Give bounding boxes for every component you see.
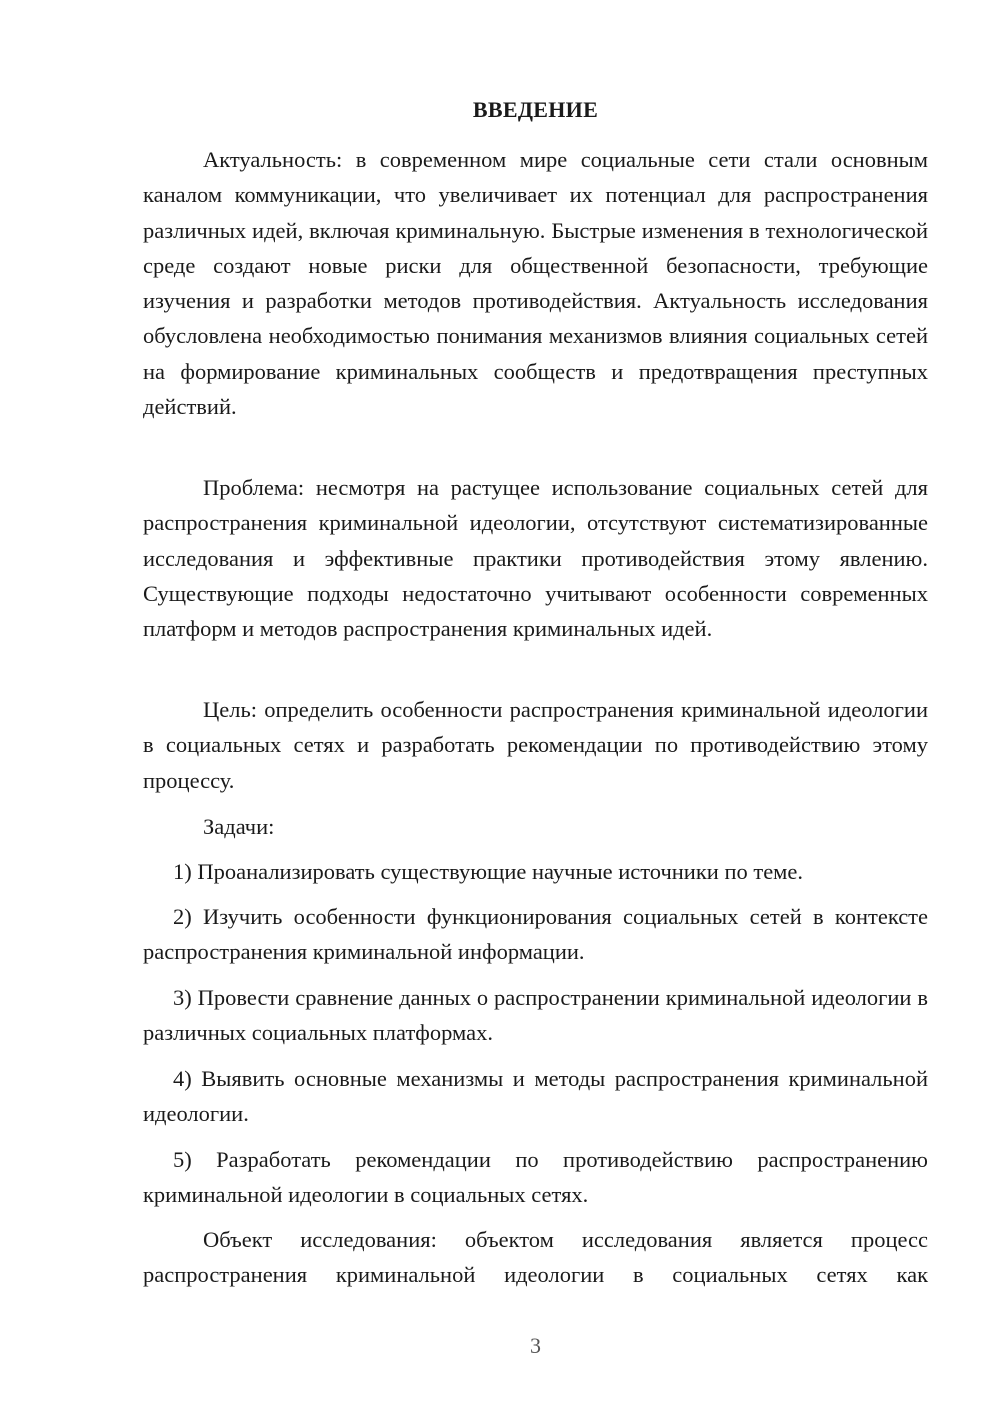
tasks-label: Задачи:	[203, 814, 275, 839]
problem-paragraph: Проблема: несмотря на растущее использование социальных сетей для распространения криминальной идеологии, отсутствуют систематизированные исследования и эффективные практики противодействия этому явлению. Существующие подходы недостаточно учитывают особенности современных платформ и методов распространения криминальных идей.	[143, 475, 928, 642]
task-item: 1) Проанализировать существующие научные источники по теме.	[173, 859, 804, 884]
task-item: 4) Выявить основные механизмы и методы распространения криминальной идеологии.	[143, 1066, 928, 1127]
task-item: 2) Изучить особенности функционирования социальных сетей в контексте распространения криминальной информации.	[143, 904, 928, 965]
task-item: 5) Разработать рекомендации по противодействию распространению криминальной идеологии в социальных сетях.	[143, 1147, 928, 1208]
section-heading: ВВЕДЕНИЕ	[472, 97, 599, 122]
goal-paragraph: Цель: определить особенности распространения криминальной идеологии в социальных сетях и разработать рекомендации по противодействию этому процессу.	[143, 697, 928, 793]
document-page	[143, 0, 928, 1414]
task-item: 3) Провести сравнение данных о распространении криминальной идеологии в различных социальных платформах.	[143, 985, 928, 1046]
relevance-paragraph: Актуальность: в современном мире социальные сети стали основным каналом коммуникации, что увеличивает их потенциал для распространения различных идей, включая криминальную. Быстрые изменения в технологической среде создают новые риски для общественной безопасности, требующие изучения и разработки методов противодействия. Актуальность исследования обусловлена необходимостью понимания механизмов влияния социальных сетей на формирование криминальных сообществ и предотвращения преступных действий.	[143, 147, 928, 420]
object-paragraph: Объект исследования: объектом исследования является процесс распространения криминальной идеологии в социальных сетях как	[143, 1227, 928, 1288]
page-number: 3	[530, 1333, 541, 1358]
